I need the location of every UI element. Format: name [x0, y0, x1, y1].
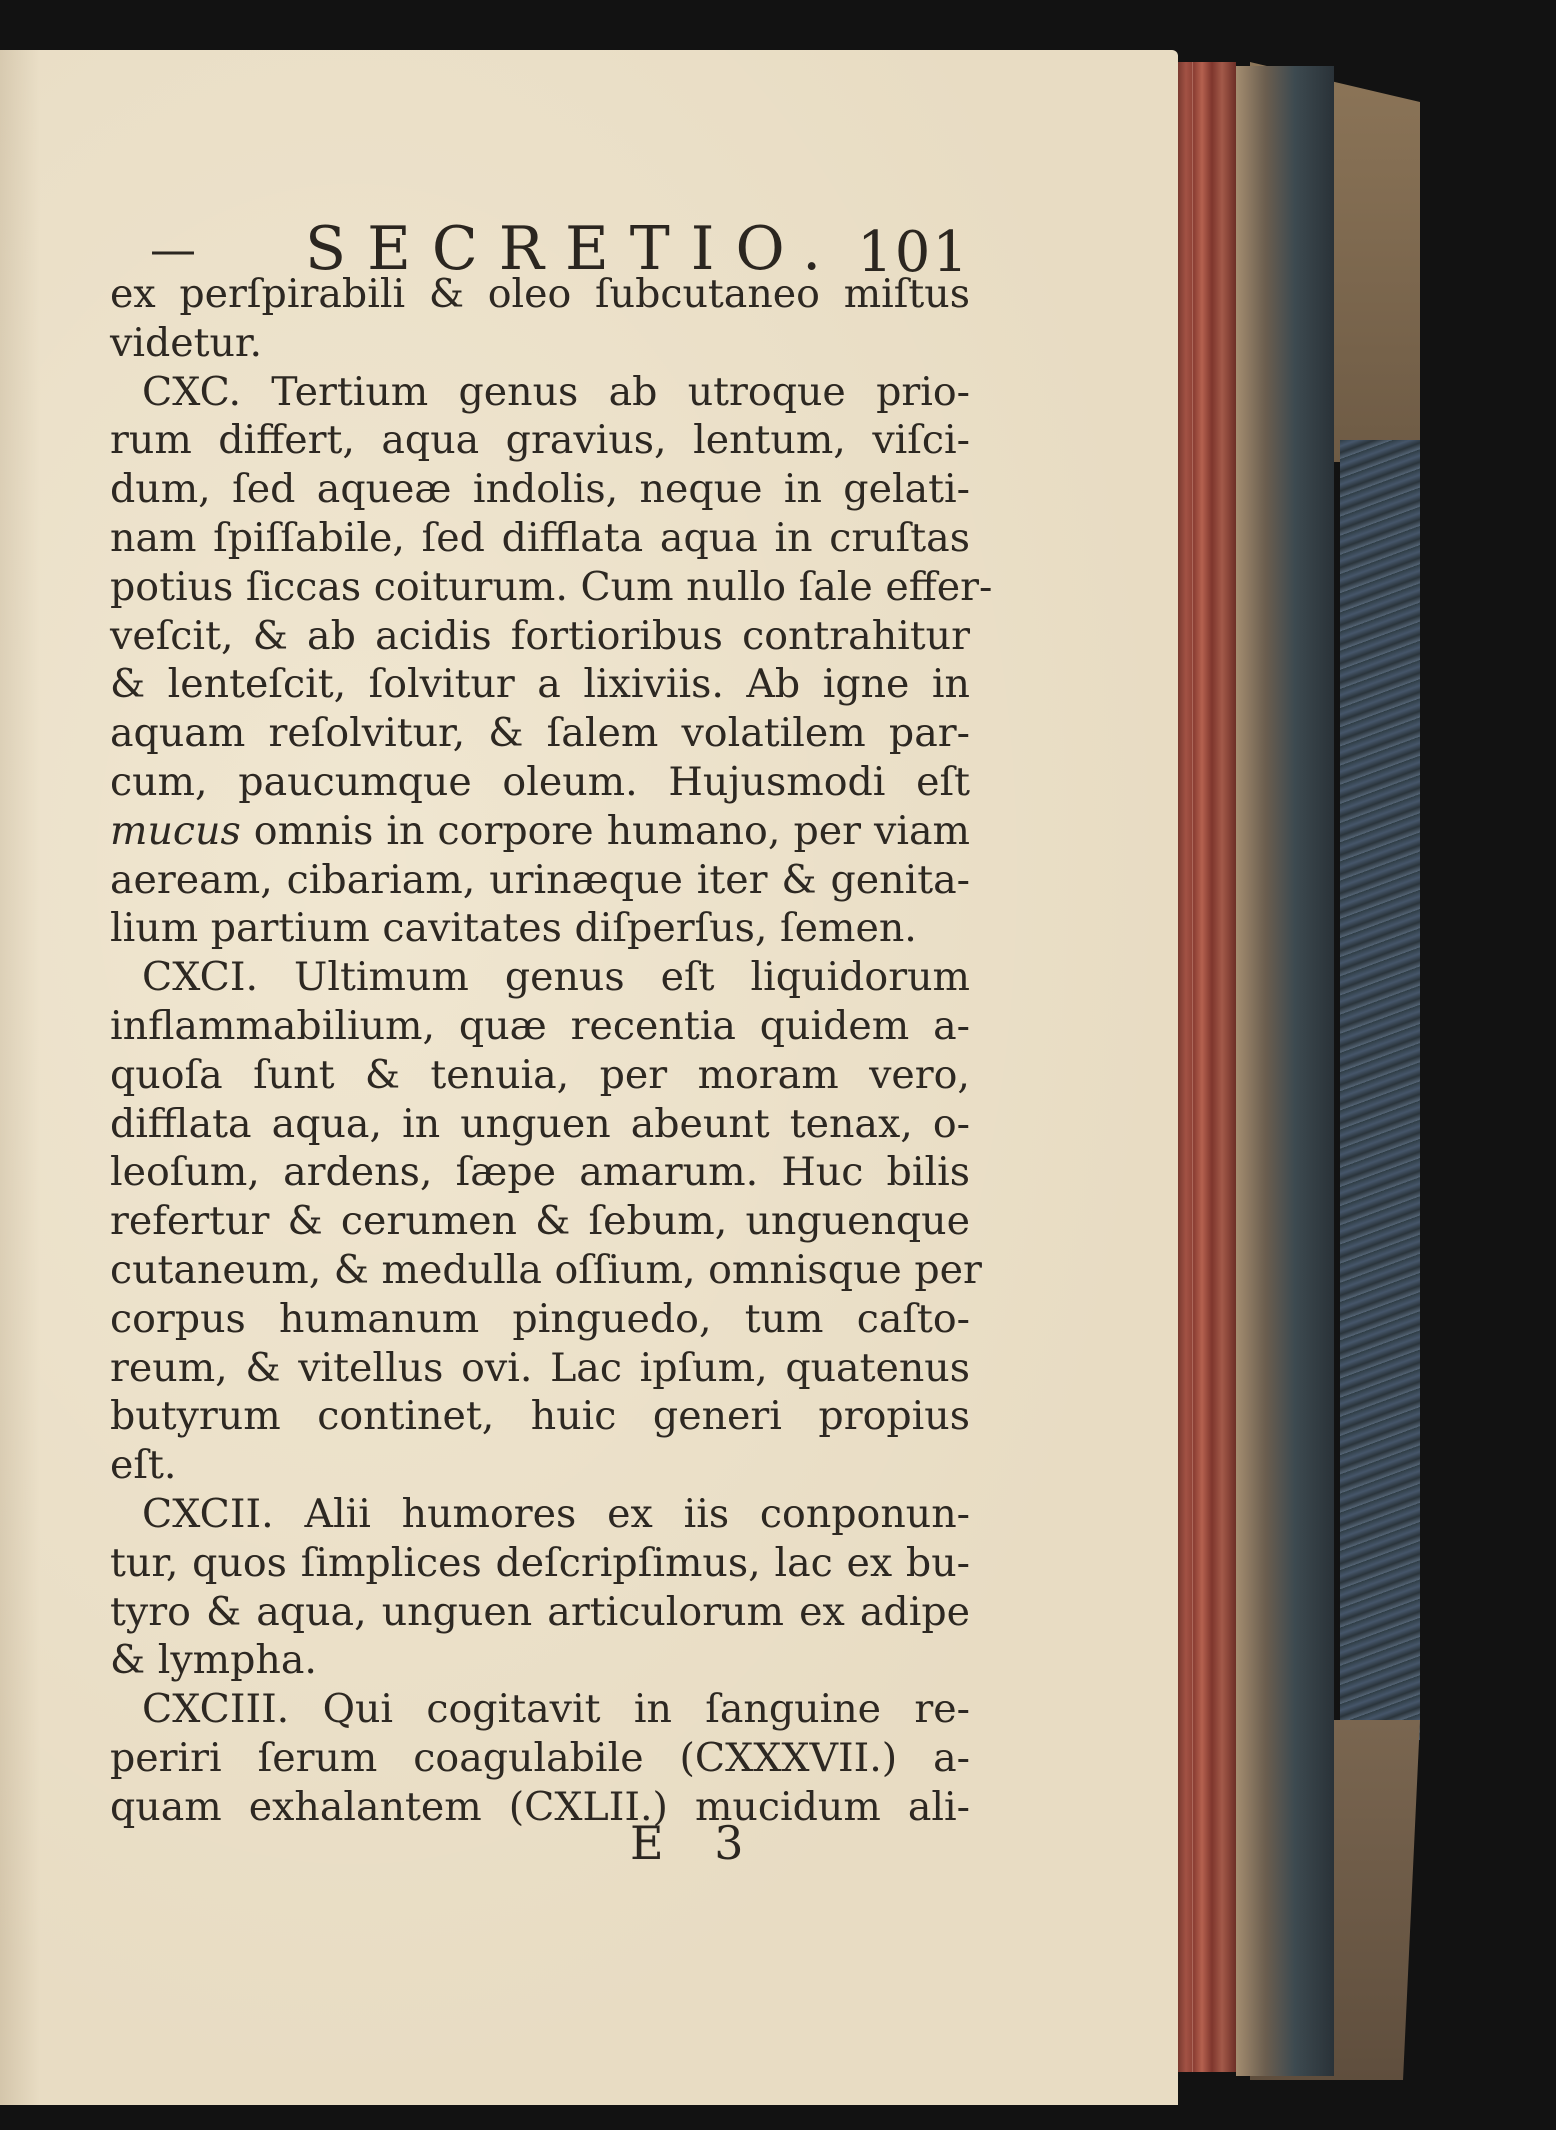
text-line: aeream, cibariam, urinæque iter & genita- [110, 856, 970, 903]
text-line: aquam reſolvitur, & ſalem volatilem par- [110, 710, 970, 757]
running-head-dash: — [150, 222, 196, 276]
text-line: potius ſiccas coiturum. Cum nullo ſale effer- [110, 563, 993, 610]
text-line: rum differt, aqua gravius, lentum, viſci- [110, 417, 970, 464]
text-line: quoſa ſunt & tenuia, per moram vero, [110, 1051, 970, 1098]
text-line: tur, quos ſimplices deſcripſimus, lac ex bu- [110, 1539, 970, 1586]
page-number: 101 [857, 220, 970, 285]
text-line: tyro & aqua, unguen articulorum ex adipe [110, 1588, 970, 1635]
text-line: dum, ſed aqueæ indolis, neque in gelati- [110, 466, 970, 513]
text-line: & lympha. [110, 1637, 317, 1684]
text-line: leoſum, ardens, ſæpe amarum. Huc bilis [110, 1149, 970, 1196]
text-line: cutaneum, & medulla oſſium, omnisque per [110, 1246, 982, 1293]
text-line: periri ſerum coagulabile (CXXXVII.) a- [110, 1734, 970, 1781]
text-line-mucus-rest: omnis in corpore humano, per viam [240, 807, 970, 854]
text-line: eſt. [110, 1442, 177, 1489]
paragraph-cxci-start: CXCI. Ultimum genus eſt liquidorum [142, 954, 970, 1001]
book-cover-marbled-board [1340, 440, 1420, 1740]
book-cover-edge [1236, 66, 1334, 2076]
paragraph-cxcii-start: CXCII. Alii humores ex iis conponun- [142, 1490, 970, 1537]
paragraph-cxciii-start: CXCIII. Qui cogitavit in ſanguine re- [142, 1686, 970, 1733]
text-line: nam ſpiſſabile, ſed difflata aqua in cruſtas [110, 514, 970, 561]
italic-term-mucus: mucus [110, 807, 241, 854]
signature-mark: E 3 [630, 1816, 762, 1870]
text-line-mucus [110, 807, 970, 856]
text-line: inflammabilium, quæ recentia quidem a- [110, 1002, 970, 1049]
text-line: difflata aqua, in unguen abeunt tenax, o- [110, 1100, 970, 1147]
text-line: quam exhalantem (CXLII.) mucidum ali- [110, 1783, 970, 1830]
text-line: videtur. [110, 319, 263, 366]
text-line: butyrum continet, huic generi propius [110, 1393, 970, 1440]
paragraph-cxc-start: CXC. Tertium genus ab utroque prio- [142, 368, 970, 415]
text-line: reum, & vitellus ovi. Lac ipſum, quatenus [110, 1344, 970, 1391]
text-line: refertur & cerumen & ſebum, unguenque [110, 1198, 970, 1245]
running-head-title: SECRETIO. [305, 214, 843, 284]
text-line: corpus humanum pinguedo, tum caſto- [110, 1295, 970, 1342]
body-text [110, 270, 993, 1832]
text-line: lium partium cavitates diſperſus, ſemen. [110, 905, 917, 952]
text-line: veſcit, & ab acidis fortioribus contrahitur [110, 612, 970, 659]
book-fore-edge [1172, 62, 1236, 2072]
text-line: ex perſpirabili & oleo ſubcutaneo miſtus [110, 271, 970, 317]
text-line: cum, paucumque oleum. Hujusmodi eſt [110, 758, 970, 805]
text-line: & lenteſcit, ſolvitur a lixiviis. Ab igne in [110, 661, 970, 708]
